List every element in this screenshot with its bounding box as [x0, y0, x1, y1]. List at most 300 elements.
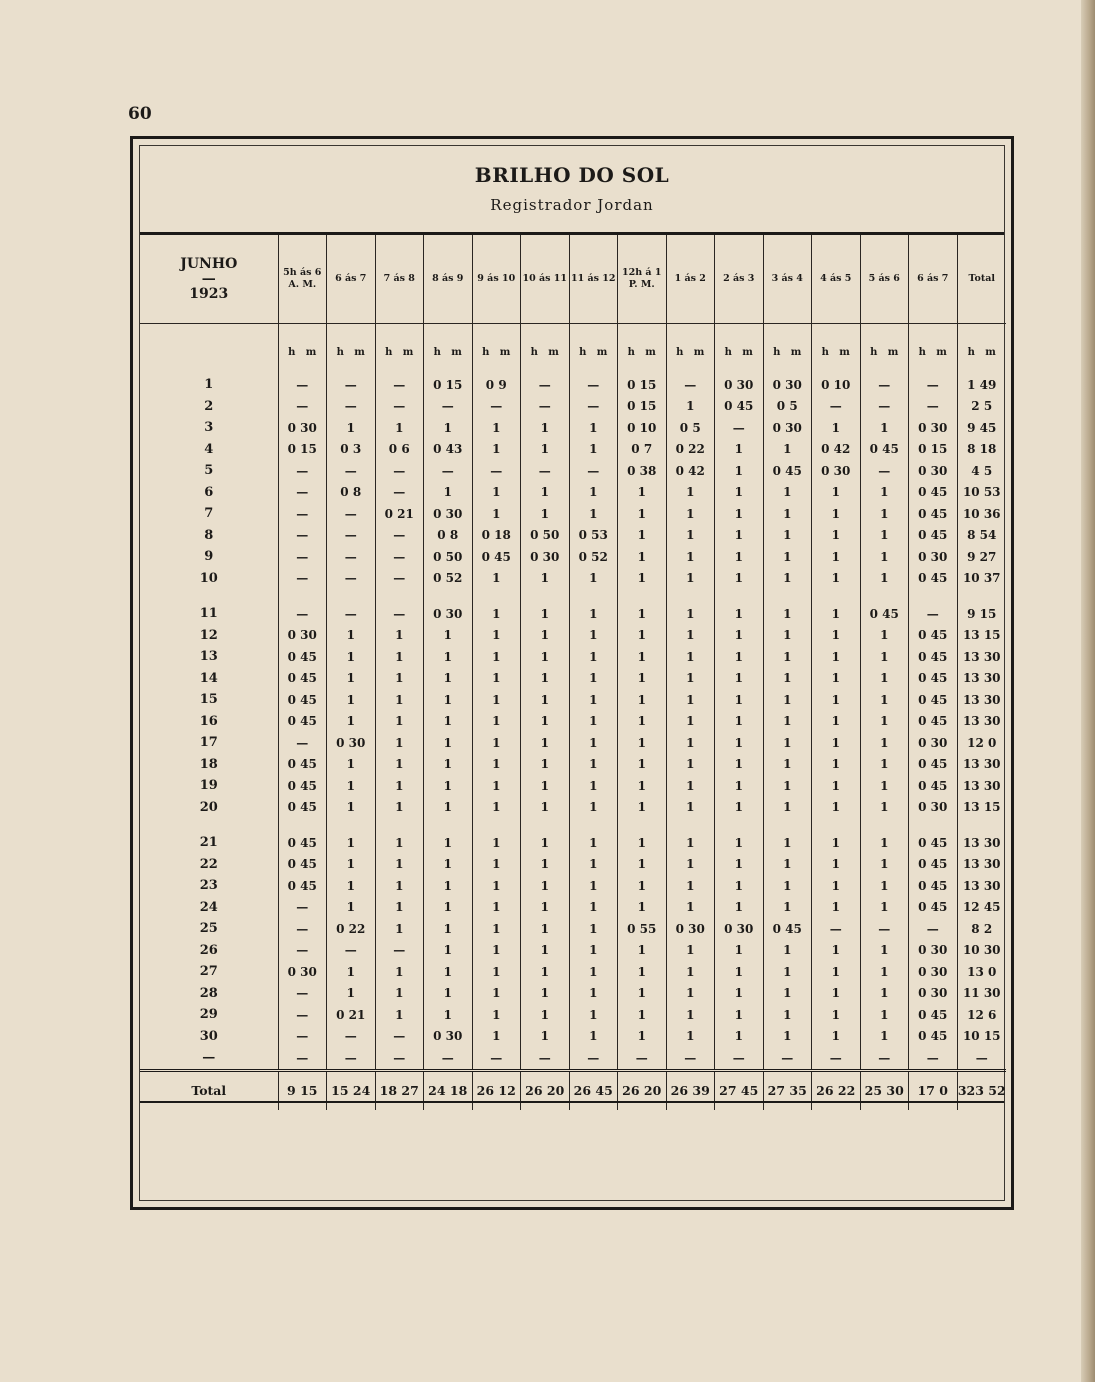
table-row: [140, 775, 1006, 797]
value-cell: 1: [715, 625, 764, 647]
value-cell: 1: [666, 983, 715, 1005]
value-cell: —: [521, 374, 570, 396]
spacer-cell: [618, 818, 667, 832]
value-cell: 1: [666, 797, 715, 819]
value-cell: 0 52: [569, 546, 618, 568]
value-cell: 1: [521, 1026, 570, 1048]
value-cell: —: [812, 396, 861, 418]
value-cell: 0 45: [278, 689, 327, 711]
value-cell: 1: [666, 832, 715, 854]
value-cell: 1: [666, 754, 715, 776]
value-cell: 1: [424, 1004, 473, 1026]
table-row: [140, 983, 1006, 1005]
total-cell: 9 15: [278, 1070, 327, 1110]
spacer-cell: [909, 818, 958, 832]
value-cell: 1: [472, 983, 521, 1005]
spacer-cell: [909, 589, 958, 603]
day-cell: 30: [199, 1028, 218, 1044]
value-cell: 1: [715, 525, 764, 547]
value-cell: 1: [666, 775, 715, 797]
value-cell: 0 45: [909, 482, 958, 504]
value-cell: 1: [618, 482, 667, 504]
spacer-cell: [812, 589, 861, 603]
value-cell: 0 53: [569, 525, 618, 547]
day-cell: 14: [199, 670, 218, 686]
value-cell: 1: [424, 832, 473, 854]
column-header: 10 ás 11: [521, 235, 570, 324]
value-cell: 1: [472, 897, 521, 919]
value-cell: 1: [666, 482, 715, 504]
column-header: 3 ás 4: [763, 235, 812, 324]
value-cell: 12 0: [957, 732, 1006, 754]
table-row: [140, 875, 1006, 897]
value-cell: 1: [521, 940, 570, 962]
table-row: [140, 832, 1006, 854]
month-header: [140, 235, 278, 324]
value-cell: 0 43: [424, 439, 473, 461]
value-cell: 1: [569, 482, 618, 504]
value-cell: 0 22: [666, 439, 715, 461]
value-cell: 1: [618, 646, 667, 668]
value-cell: 1: [521, 732, 570, 754]
unit-label: h m: [472, 324, 521, 375]
value-cell: 1: [618, 1026, 667, 1048]
spacer-cell: [375, 818, 424, 832]
unit-label: h m: [666, 324, 715, 375]
spacer-cell: [666, 589, 715, 603]
value-cell: 1: [618, 983, 667, 1005]
value-cell: 1: [812, 525, 861, 547]
value-cell: 1: [715, 439, 764, 461]
value-cell: —: [375, 374, 424, 396]
value-cell: 1: [860, 646, 909, 668]
value-cell: 1: [521, 668, 570, 690]
value-cell: 1: [715, 646, 764, 668]
value-cell: 1: [472, 775, 521, 797]
table-row: [140, 797, 1006, 819]
value-cell: 8 2: [957, 918, 1006, 940]
value-cell: 1: [763, 689, 812, 711]
day-cell: 28: [199, 985, 218, 1001]
value-cell: 13 30: [957, 646, 1006, 668]
value-cell: 1: [521, 875, 570, 897]
value-cell: 0 30: [909, 983, 958, 1005]
value-cell: 1: [666, 875, 715, 897]
value-cell: —: [375, 1026, 424, 1048]
value-cell: 1: [521, 568, 570, 590]
value-cell: —: [278, 568, 327, 590]
day-cell: 8: [204, 527, 214, 543]
value-cell: 0 30: [909, 940, 958, 962]
value-cell: 1: [666, 625, 715, 647]
value-cell: 0 45: [763, 918, 812, 940]
spacer-cell: [278, 818, 327, 832]
day-cell: 2: [204, 398, 214, 414]
value-cell: 1: [812, 797, 861, 819]
value-cell: —: [715, 417, 764, 439]
spacer-cell: [327, 589, 376, 603]
value-cell: 1: [860, 668, 909, 690]
value-cell: 1: [472, 646, 521, 668]
value-cell: 1: [424, 711, 473, 733]
column-header: 12h á 1 P. M.: [618, 235, 667, 324]
value-cell: 1: [763, 775, 812, 797]
column-header: 11 ás 12: [569, 235, 618, 324]
value-cell: 0 45: [909, 897, 958, 919]
column-header: 6 ás 7: [327, 235, 376, 324]
table-row: [140, 1004, 1006, 1026]
value-cell: —: [278, 374, 327, 396]
value-cell: —: [909, 374, 958, 396]
unit-label: h m: [327, 324, 376, 375]
value-cell: 1: [569, 603, 618, 625]
value-cell: 0 15: [618, 374, 667, 396]
table-row: [140, 568, 1006, 590]
value-cell: —: [957, 1047, 1006, 1070]
value-cell: 13 30: [957, 754, 1006, 776]
value-cell: 1: [327, 832, 376, 854]
value-cell: 0 50: [521, 525, 570, 547]
value-cell: —: [327, 603, 376, 625]
value-cell: 1: [812, 961, 861, 983]
total-cell: 15 24: [327, 1070, 376, 1110]
column-header: 8 ás 9: [424, 235, 473, 324]
page-subtitle: Registrador Jordan: [490, 196, 654, 214]
value-cell: 1: [860, 1004, 909, 1026]
value-cell: 1: [569, 503, 618, 525]
value-cell: —: [375, 460, 424, 482]
table-row: [140, 525, 1006, 547]
value-cell: 10 36: [957, 503, 1006, 525]
value-cell: 1: [569, 439, 618, 461]
value-cell: 1: [860, 897, 909, 919]
value-cell: 0 30: [327, 732, 376, 754]
value-cell: 0 45: [909, 1026, 958, 1048]
value-cell: 0 45: [909, 625, 958, 647]
value-cell: 0 30: [909, 961, 958, 983]
total-cell: 26 12: [472, 1070, 521, 1110]
spacer-row: [140, 818, 1006, 832]
value-cell: 0 45: [278, 711, 327, 733]
value-cell: —: [472, 396, 521, 418]
value-cell: 1: [569, 417, 618, 439]
value-cell: 0 45: [860, 439, 909, 461]
value-cell: 1: [472, 503, 521, 525]
value-cell: —: [812, 1047, 861, 1070]
value-cell: 1: [424, 754, 473, 776]
value-cell: 1: [763, 603, 812, 625]
value-cell: 1: [472, 482, 521, 504]
spacer-cell: [521, 818, 570, 832]
value-cell: 1: [569, 918, 618, 940]
units-row: [140, 324, 1006, 375]
value-cell: 0 45: [909, 832, 958, 854]
value-cell: 1: [375, 732, 424, 754]
unit-label: h m: [278, 324, 327, 375]
value-cell: —: [715, 1047, 764, 1070]
value-cell: 1: [521, 961, 570, 983]
value-cell: 1: [812, 983, 861, 1005]
value-cell: 1: [860, 732, 909, 754]
total-cell: 24 18: [424, 1070, 473, 1110]
value-cell: 1: [472, 711, 521, 733]
value-cell: 1: [715, 754, 764, 776]
value-cell: —: [375, 396, 424, 418]
value-cell: 1: [472, 568, 521, 590]
value-cell: 0 42: [812, 439, 861, 461]
value-cell: 1: [521, 603, 570, 625]
value-cell: 1: [715, 603, 764, 625]
value-cell: 1: [375, 689, 424, 711]
value-cell: 1: [375, 832, 424, 854]
value-cell: 0 7: [618, 439, 667, 461]
value-cell: 0 45: [909, 668, 958, 690]
day-cell: 3: [204, 420, 214, 436]
value-cell: 0 8: [424, 525, 473, 547]
value-cell: 1: [569, 711, 618, 733]
value-cell: 1: [375, 983, 424, 1005]
value-cell: 1: [812, 754, 861, 776]
day-cell: 21: [199, 835, 218, 851]
table-row: [140, 732, 1006, 754]
value-cell: 1: [860, 875, 909, 897]
day-cell: 5: [204, 463, 214, 479]
value-cell: 12 45: [957, 897, 1006, 919]
value-cell: 1: [521, 482, 570, 504]
value-cell: 1: [327, 689, 376, 711]
spacer-cell: [860, 589, 909, 603]
day-cell: 12: [199, 627, 218, 643]
footer-rule: [140, 1101, 1004, 1103]
column-header: 9 ás 10: [472, 235, 521, 324]
value-cell: 1: [521, 854, 570, 876]
value-cell: 1: [618, 775, 667, 797]
value-cell: —: [569, 374, 618, 396]
value-cell: —: [327, 568, 376, 590]
value-cell: 1: [715, 1026, 764, 1048]
value-cell: 1: [666, 568, 715, 590]
value-cell: 0 45: [909, 754, 958, 776]
value-cell: 0 10: [618, 417, 667, 439]
value-cell: —: [909, 603, 958, 625]
table-row: [140, 546, 1006, 568]
value-cell: 1: [763, 646, 812, 668]
spacer-cell: [140, 589, 278, 603]
value-cell: 1: [424, 961, 473, 983]
value-cell: 1: [812, 668, 861, 690]
value-cell: —: [278, 482, 327, 504]
value-cell: 1: [472, 940, 521, 962]
value-cell: 0 6: [375, 439, 424, 461]
value-cell: —: [375, 546, 424, 568]
value-cell: 1: [472, 603, 521, 625]
value-cell: —: [327, 460, 376, 482]
value-cell: 13 30: [957, 711, 1006, 733]
total-cell: 18 27: [375, 1070, 424, 1110]
value-cell: 1: [666, 603, 715, 625]
value-cell: 0 45: [278, 832, 327, 854]
value-cell: 0 10: [812, 374, 861, 396]
value-cell: 1: [472, 854, 521, 876]
value-cell: —: [278, 983, 327, 1005]
value-cell: 0 30: [715, 918, 764, 940]
spacer-cell: [569, 818, 618, 832]
value-cell: 1: [424, 732, 473, 754]
value-cell: 1: [666, 668, 715, 690]
value-cell: —: [278, 897, 327, 919]
value-cell: 1: [327, 775, 376, 797]
value-cell: 1: [812, 646, 861, 668]
value-cell: 1: [618, 854, 667, 876]
value-cell: 0 45: [909, 689, 958, 711]
total-row: [140, 1070, 1006, 1110]
column-header: 7 ás 8: [375, 235, 424, 324]
value-cell: 1: [618, 875, 667, 897]
unit-label: h m: [812, 324, 861, 375]
value-cell: 1: [666, 546, 715, 568]
value-cell: 1: [812, 897, 861, 919]
total-cell: 17 0: [909, 1070, 958, 1110]
value-cell: 0 30: [909, 460, 958, 482]
value-cell: 0 42: [666, 460, 715, 482]
value-cell: 0 30: [909, 417, 958, 439]
day-cell: 1: [204, 377, 214, 393]
value-cell: 1: [521, 1004, 570, 1026]
value-cell: 1: [569, 832, 618, 854]
value-cell: —: [860, 460, 909, 482]
value-cell: 0 45: [909, 854, 958, 876]
value-cell: 1: [715, 1004, 764, 1026]
value-cell: 1: [472, 875, 521, 897]
value-cell: —: [521, 1047, 570, 1070]
value-cell: 1: [860, 546, 909, 568]
value-cell: 1: [666, 854, 715, 876]
value-cell: 1: [860, 568, 909, 590]
value-cell: —: [860, 918, 909, 940]
value-cell: 1: [375, 797, 424, 819]
value-cell: 1: [618, 503, 667, 525]
spacer-cell: [327, 818, 376, 832]
value-cell: 0 45: [278, 797, 327, 819]
value-cell: 0 50: [424, 546, 473, 568]
spacer-cell: [763, 818, 812, 832]
value-cell: 1: [618, 797, 667, 819]
value-cell: —: [278, 396, 327, 418]
value-cell: —: [278, 940, 327, 962]
value-cell: 0 30: [763, 374, 812, 396]
value-cell: 1: [569, 668, 618, 690]
value-cell: 1: [812, 854, 861, 876]
value-cell: 1: [569, 897, 618, 919]
value-cell: 1: [763, 875, 812, 897]
page-title: BRILHO DO SOL: [474, 163, 670, 187]
day-cell: 19: [199, 778, 218, 794]
value-cell: 1: [715, 897, 764, 919]
value-cell: 1: [424, 983, 473, 1005]
value-cell: 1: [666, 646, 715, 668]
day-cell: 26: [199, 942, 218, 958]
value-cell: —: [278, 1047, 327, 1070]
value-cell: 13 30: [957, 668, 1006, 690]
total-cell: 26 20: [521, 1070, 570, 1110]
units-blank: [140, 324, 278, 375]
unit-label: h m: [375, 324, 424, 375]
value-cell: 13 30: [957, 832, 1006, 854]
value-cell: —: [327, 503, 376, 525]
day-cell: 6: [204, 484, 214, 500]
value-cell: 1: [569, 646, 618, 668]
value-cell: 1: [715, 732, 764, 754]
value-cell: 1: [424, 875, 473, 897]
value-cell: 1: [860, 1026, 909, 1048]
total-label: Total: [140, 1070, 278, 1110]
value-cell: 1: [424, 797, 473, 819]
month-label: JUNHO: [180, 256, 238, 272]
value-cell: 1: [860, 775, 909, 797]
day-cell: 17: [199, 735, 218, 751]
value-cell: 0 45: [909, 525, 958, 547]
day-cell: 27: [199, 964, 218, 980]
value-cell: 1: [521, 832, 570, 854]
value-cell: 1: [618, 625, 667, 647]
value-cell: —: [327, 525, 376, 547]
value-cell: 10 30: [957, 940, 1006, 962]
value-cell: —: [569, 1047, 618, 1070]
value-cell: 1: [327, 983, 376, 1005]
value-cell: 1: [860, 854, 909, 876]
value-cell: 1: [860, 754, 909, 776]
day-cell: 9: [204, 549, 214, 565]
value-cell: 0 45: [715, 396, 764, 418]
value-cell: 1: [569, 940, 618, 962]
value-cell: 10 37: [957, 568, 1006, 590]
value-cell: 1: [715, 568, 764, 590]
value-cell: 1: [812, 1026, 861, 1048]
table-row: [140, 1026, 1006, 1048]
spacer-cell: [860, 818, 909, 832]
value-cell: 0 15: [909, 439, 958, 461]
value-cell: 1: [618, 754, 667, 776]
value-cell: —: [860, 1047, 909, 1070]
value-cell: 1: [860, 525, 909, 547]
value-cell: 0 45: [278, 854, 327, 876]
value-cell: 1: [472, 625, 521, 647]
value-cell: 0 45: [909, 1004, 958, 1026]
value-cell: 0 18: [472, 525, 521, 547]
value-cell: 12 6: [957, 1004, 1006, 1026]
spacer-cell: [424, 818, 473, 832]
value-cell: 0 45: [278, 875, 327, 897]
value-cell: 1: [763, 961, 812, 983]
day-cell: 13: [199, 649, 218, 665]
value-cell: 1: [618, 689, 667, 711]
value-cell: 1: [715, 668, 764, 690]
day-cell: 11: [199, 606, 218, 622]
value-cell: 1: [812, 546, 861, 568]
value-cell: 1: [618, 668, 667, 690]
value-cell: 1: [327, 897, 376, 919]
value-cell: 1: [569, 961, 618, 983]
value-cell: 0 30: [715, 374, 764, 396]
value-cell: 1: [569, 625, 618, 647]
value-cell: 1: [327, 875, 376, 897]
value-cell: 1: [327, 854, 376, 876]
unit-label: h m: [957, 324, 1006, 375]
column-header: 2 ás 3: [715, 235, 764, 324]
value-cell: 1: [618, 525, 667, 547]
value-cell: —: [909, 1047, 958, 1070]
table-row: [140, 668, 1006, 690]
